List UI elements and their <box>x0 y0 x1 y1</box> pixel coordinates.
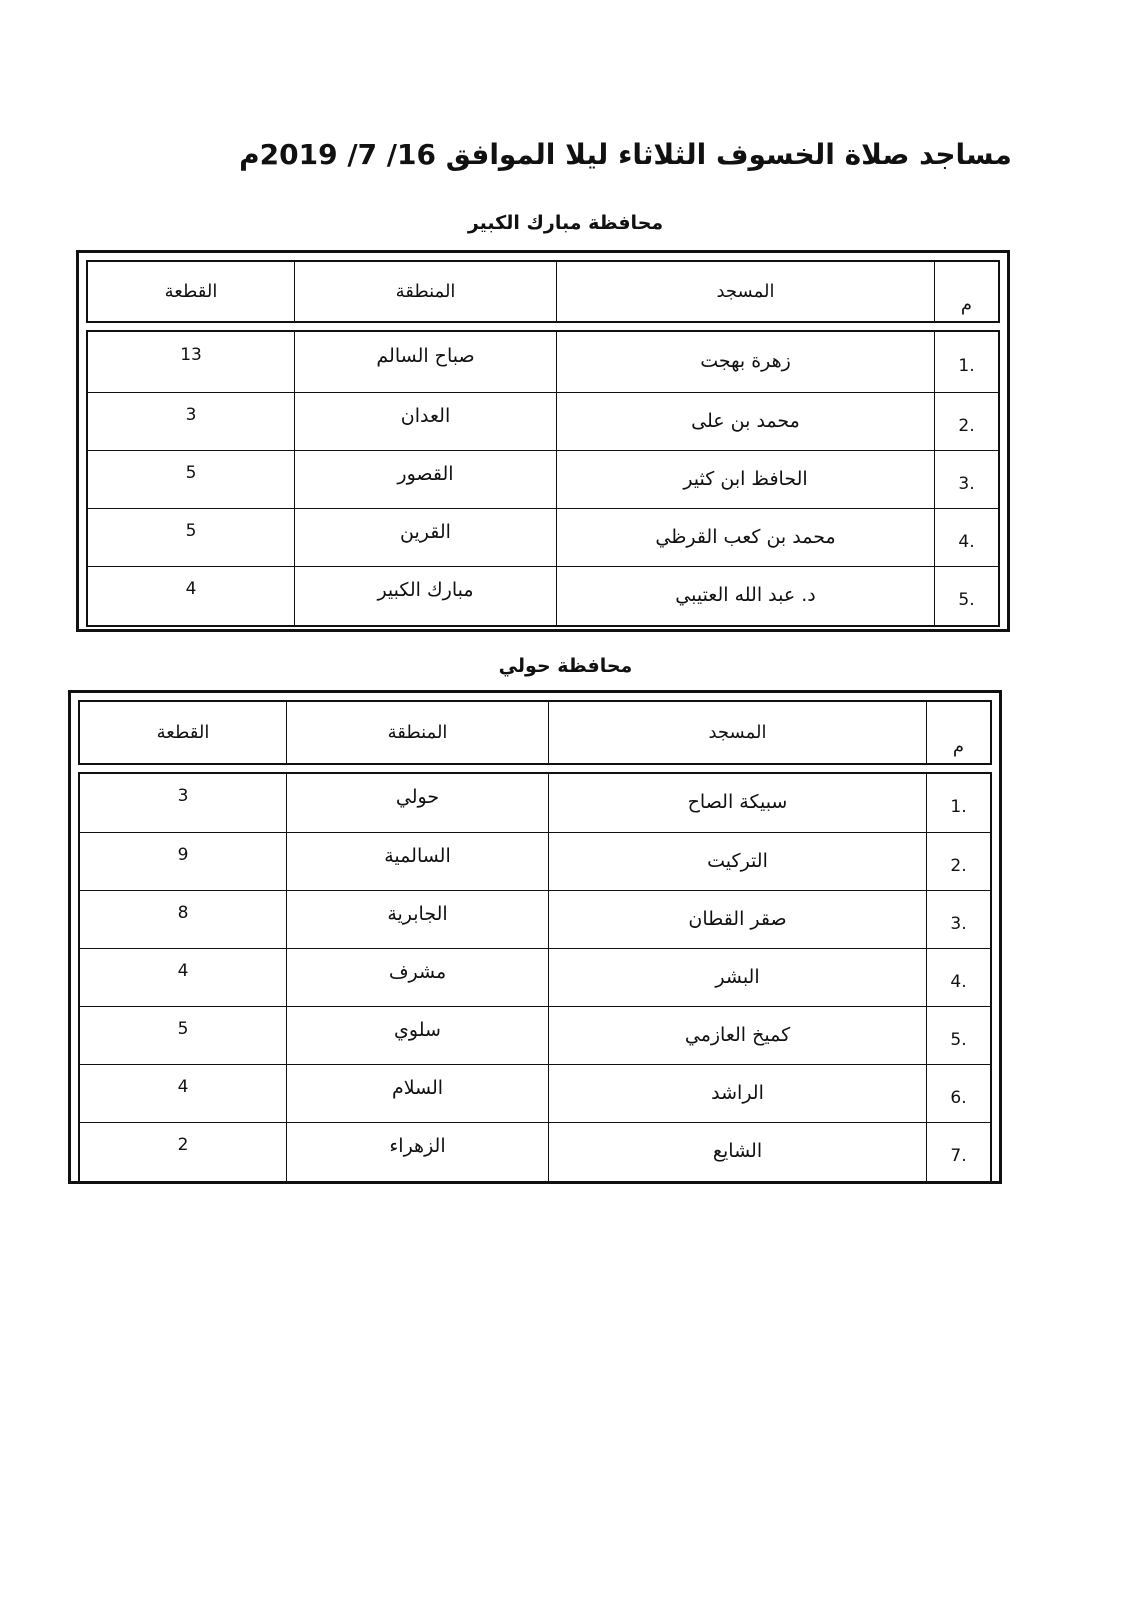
row-num: .4 <box>926 949 990 1006</box>
row-area: السلام <box>286 1065 548 1122</box>
row-num: .7 <box>926 1123 990 1181</box>
row-plot: 5 <box>185 520 197 541</box>
row-plot: 13 <box>180 345 202 365</box>
row-area: حولي <box>286 774 548 832</box>
section-title-mubarak-al-kabeer: محافظة مبارك الكبير <box>467 212 664 234</box>
row-area: الجابرية <box>286 891 548 948</box>
row-mosque: محمد بن على <box>556 393 934 450</box>
row-num: .5 <box>934 567 998 625</box>
row-mosque: التركيت <box>548 833 926 890</box>
table-row <box>80 774 990 832</box>
header-area: المنطقة <box>294 262 556 321</box>
table-row <box>80 1006 990 1064</box>
header-mosque: المسجد <box>548 702 926 763</box>
row-area: مشرف <box>286 949 548 1006</box>
header-mosque: المسجد <box>556 262 934 321</box>
row-num: .3 <box>926 891 990 948</box>
table-row <box>80 1122 990 1181</box>
table-row <box>88 508 998 566</box>
row-mosque: البشر <box>548 949 926 1006</box>
row-mosque: زهرة بهجت <box>556 332 934 392</box>
row-plot: 3 <box>177 786 189 806</box>
mosque-table-hawalli <box>68 690 1002 1184</box>
row-num: .1 <box>934 332 998 392</box>
row-plot: 5 <box>185 462 197 483</box>
row-area: صباح السالم <box>294 332 556 392</box>
row-plot: 9 <box>177 844 189 865</box>
table-header <box>86 260 1000 323</box>
table-row <box>88 392 998 450</box>
table-header <box>78 700 992 765</box>
row-plot: 2 <box>177 1135 189 1155</box>
table-row <box>80 948 990 1006</box>
row-mosque: د. عبد الله العتيبي <box>556 567 934 625</box>
table-row <box>88 332 998 392</box>
document-title: مساجد صلاة الخسوف الثلاثاء ليلا الموافق 16/ 7/ 2019م <box>239 138 1012 171</box>
row-area: سلوي <box>286 1007 548 1064</box>
section-title-hawalli: محافظة حولي <box>498 655 633 677</box>
header-num: م <box>926 702 990 763</box>
header-plot: القطعة <box>164 281 218 302</box>
row-mosque: صقر القطان <box>548 891 926 948</box>
table-row <box>88 566 998 625</box>
row-num: .4 <box>934 509 998 566</box>
row-mosque: الشايع <box>548 1123 926 1181</box>
row-num: .2 <box>926 833 990 890</box>
row-num: .3 <box>934 451 998 508</box>
row-area: القصور <box>294 451 556 508</box>
mosque-table-mubarak-al-kabeer <box>76 250 1010 632</box>
table-row <box>80 832 990 890</box>
row-mosque: الحافظ ابن كثير <box>556 451 934 508</box>
table-body <box>86 330 1000 627</box>
header-plot: القطعة <box>156 722 210 743</box>
row-area: العدان <box>294 393 556 450</box>
row-plot: 3 <box>185 404 197 425</box>
table-row <box>88 450 998 508</box>
table-body <box>78 772 992 1183</box>
row-plot: 4 <box>185 579 197 599</box>
row-num: .5 <box>926 1007 990 1064</box>
row-mosque: كميخ العازمي <box>548 1007 926 1064</box>
row-mosque: الراشد <box>548 1065 926 1122</box>
row-plot: 4 <box>177 960 189 981</box>
header-num: م <box>934 262 998 321</box>
row-num: .2 <box>934 393 998 450</box>
row-plot: 4 <box>177 1076 189 1097</box>
row-num: .6 <box>926 1065 990 1122</box>
table-row <box>80 1064 990 1122</box>
row-mosque: سبيكة الصاح <box>548 774 926 832</box>
row-area: مبارك الكبير <box>294 567 556 625</box>
row-num: .1 <box>926 774 990 832</box>
table-row <box>80 890 990 948</box>
header-area: المنطقة <box>286 702 548 763</box>
row-area: الزهراء <box>286 1123 548 1181</box>
row-plot: 8 <box>177 902 189 923</box>
row-mosque: محمد بن كعب القرظي <box>556 509 934 566</box>
row-area: السالمية <box>286 833 548 890</box>
row-area: القرين <box>294 509 556 566</box>
row-plot: 5 <box>177 1018 189 1039</box>
